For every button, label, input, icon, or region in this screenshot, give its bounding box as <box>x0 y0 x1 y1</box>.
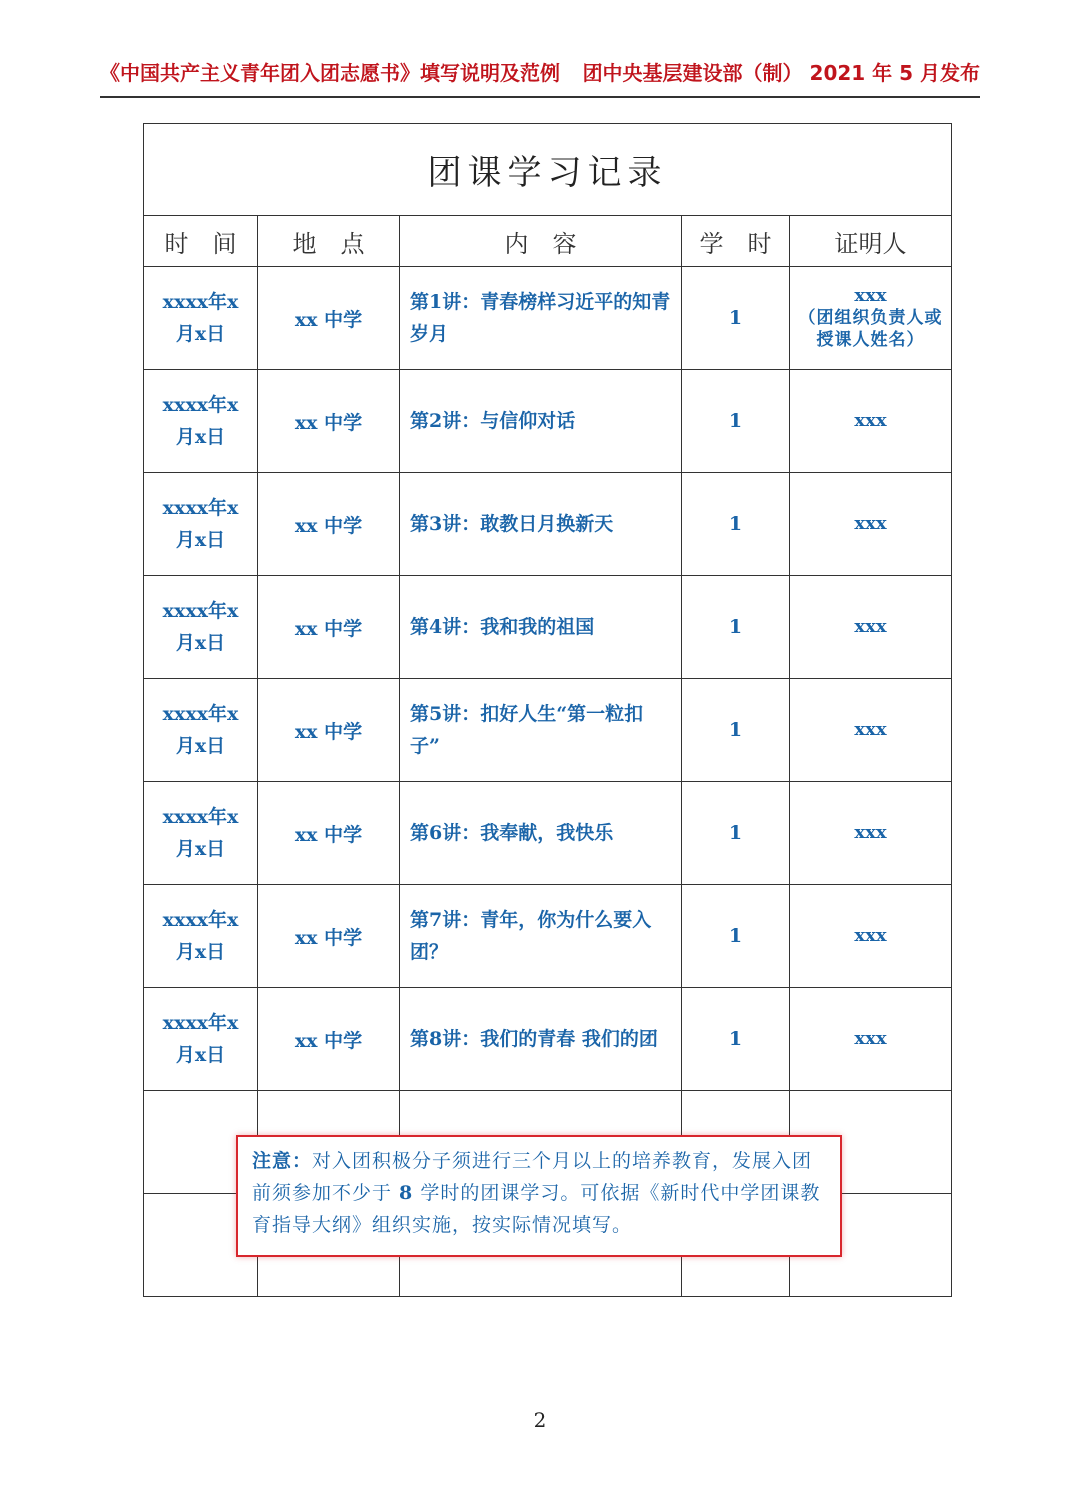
content-cell: 第8讲：我们的青春 我们的团 <box>400 988 682 1091</box>
date-line-2: 月x日 <box>175 323 226 345</box>
content-cell: 第7讲：青年，你为什么要入团？ <box>400 885 682 988</box>
place-cell: xx 中学 <box>258 267 400 370</box>
hours-cell: 1 <box>682 370 790 473</box>
date-line-2: 月x日 <box>175 735 226 757</box>
date-line-1: xxxx年x <box>162 806 239 828</box>
certifier-cell: xxx <box>790 370 952 473</box>
hours-cell: 1 <box>682 782 790 885</box>
table-row <box>144 267 952 370</box>
study-record-table <box>143 123 952 1297</box>
notice-number: 8 <box>399 1182 414 1204</box>
date-line-2: 月x日 <box>175 941 226 963</box>
date-cell <box>144 473 258 576</box>
table-row <box>144 370 952 473</box>
table-row <box>144 885 952 988</box>
column-header-content: 内 容 <box>400 216 682 267</box>
hours-cell: 1 <box>682 576 790 679</box>
table-row <box>144 473 952 576</box>
column-header-certifier: 证明人 <box>790 216 952 267</box>
place-cell: xx 中学 <box>258 473 400 576</box>
hours-cell: 1 <box>682 988 790 1091</box>
date-cell <box>144 679 258 782</box>
date-cell <box>144 370 258 473</box>
table-row <box>144 782 952 885</box>
date-cell <box>144 267 258 370</box>
date-line-1: xxxx年x <box>162 497 239 519</box>
place-cell: xx 中学 <box>258 885 400 988</box>
certifier-note: （团组织负责人或授课人姓名） <box>798 308 943 350</box>
date-line-2: 月x日 <box>175 1044 226 1066</box>
content-cell: 第1讲：青春榜样习近平的知青岁月 <box>400 267 682 370</box>
table-row <box>144 988 952 1091</box>
page-header <box>100 58 980 98</box>
date-line-2: 月x日 <box>175 632 226 654</box>
certifier-cell: xxx <box>790 473 952 576</box>
date-cell <box>144 576 258 679</box>
content-cell: 第4讲：我和我的祖国 <box>400 576 682 679</box>
date-line-1: xxxx年x <box>162 703 239 725</box>
notice-box <box>236 1135 842 1257</box>
certifier-cell: xxx <box>790 576 952 679</box>
date-line-1: xxxx年x <box>162 291 239 313</box>
certifier-cell <box>790 267 952 370</box>
table-row <box>144 679 952 782</box>
table-header-row <box>144 216 952 267</box>
certifier-name: xxx <box>854 285 887 306</box>
column-header-place: 地 点 <box>258 216 400 267</box>
date-cell <box>144 988 258 1091</box>
date-line-1: xxxx年x <box>162 600 239 622</box>
date-cell <box>144 885 258 988</box>
hours-cell: 1 <box>682 267 790 370</box>
place-cell: xx 中学 <box>258 679 400 782</box>
content-cell: 第6讲：我奉献，我快乐 <box>400 782 682 885</box>
place-cell: xx 中学 <box>258 988 400 1091</box>
notice-label: 注意： <box>252 1150 313 1172</box>
notice-text-1: 对入团积极分子须进行三个月以上的培养教育，发展入团前须参加不少于 <box>252 1150 813 1204</box>
place-cell: xx 中学 <box>258 576 400 679</box>
page-number: 2 <box>533 1408 547 1432</box>
place-cell: xx 中学 <box>258 370 400 473</box>
date-line-2: 月x日 <box>175 426 226 448</box>
date-line-1: xxxx年x <box>162 1012 239 1034</box>
column-header-hours: 学 时 <box>682 216 790 267</box>
hours-cell: 1 <box>682 473 790 576</box>
column-header-time: 时 间 <box>144 216 258 267</box>
certifier-cell: xxx <box>790 988 952 1091</box>
date-line-2: 月x日 <box>175 838 226 860</box>
table-title: 团课学习记录 <box>144 124 952 216</box>
hours-cell: 1 <box>682 885 790 988</box>
content-cell: 第3讲：敢教日月换新天 <box>400 473 682 576</box>
content-cell: 第5讲：扣好人生“第一粒扣子” <box>400 679 682 782</box>
header-document-title: 《中国共产主义青年团入团志愿书》填写说明及范例 <box>100 61 560 85</box>
certifier-cell: xxx <box>790 782 952 885</box>
date-line-1: xxxx年x <box>162 909 239 931</box>
place-cell: xx 中学 <box>258 782 400 885</box>
certifier-cell: xxx <box>790 679 952 782</box>
date-cell <box>144 782 258 885</box>
hours-cell: 1 <box>682 679 790 782</box>
table-row <box>144 576 952 679</box>
content-cell: 第2讲：与信仰对话 <box>400 370 682 473</box>
date-line-1: xxxx年x <box>162 394 239 416</box>
certifier-cell: xxx <box>790 885 952 988</box>
header-publisher: 团中央基层建设部（制） 2021 年 5 月发布 <box>582 61 980 85</box>
date-line-2: 月x日 <box>175 529 226 551</box>
notice-text-2: 学时的团课学习。可依据《新时代中学团课教育指导大纲》组织实施，按实际情况填写。 <box>252 1182 821 1236</box>
